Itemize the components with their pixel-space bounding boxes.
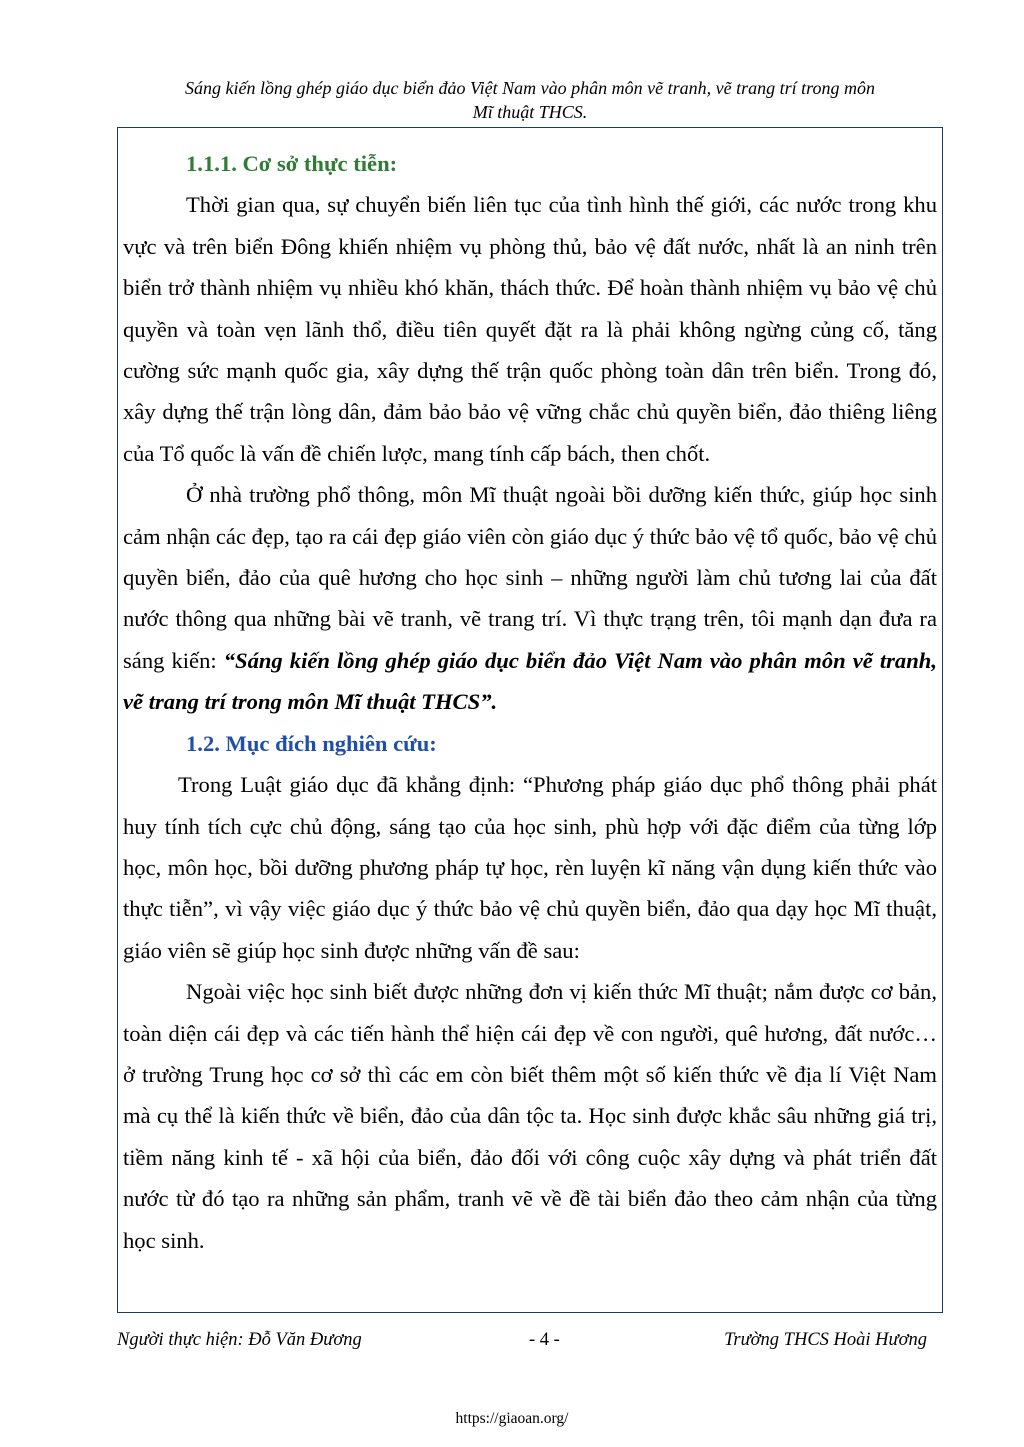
- initiative-title: “Sáng kiến lồng ghép giáo dục biển đảo Việt Nam vào phân môn vẽ tranh, vẽ trang trí trong môn Mĩ thuật THCS”.: [123, 647, 937, 715]
- paragraph-research-purpose-2: Ngoài việc học sinh biết được những đơn vị kiến thức Mĩ thuật; nắm được cơ bản, toàn diện cái đẹp và các tiến hành thể hiện cái đẹp về con người, quê hương, đất nước… ở trường Trung học cơ sở thì các em còn biết thêm một số kiến thức về địa lí Việt Nam mà cụ thể là kiến thức về biển, đảo của dân tộc ta. Học sinh được khắc sâu những giá trị, tiềm năng kinh tế - xã hội của biển, đảo đối với công cuộc xây dựng và phát triển đất nước từ đó tạo ra những sản phẩm, tranh vẽ về đề tài biển đảo theo cảm nhận của từng học sinh.: [123, 979, 937, 1253]
- footer-page-number: - 4 -: [529, 1330, 560, 1350]
- section-heading-research-purpose: 1.2. Mục đích nghiên cứu:: [186, 730, 437, 756]
- source-url: https://giaoan.org/: [455, 1410, 569, 1427]
- header-line-1: Sáng kiến lồng ghép giáo dục biển đảo Việt Nam vào phân môn vẽ tranh, vẽ trang trí trong môn: [185, 78, 875, 98]
- paragraph-research-purpose-1: Trong Luật giáo dục đã khẳng định: “Phương pháp giáo dục phổ thông phải phát huy tính tích cực chủ động, sáng tạo của học sinh, phù hợp với đặc điểm của từng lớp học, môn học, bồi dưỡng phương pháp tự học, rèn luyện kĩ năng vận dụng kiến thức vào thực tiễn”, vì vậy việc giáo dục ý thức bảo vệ chủ quyền biển, đảo qua dạy học Mĩ thuật, giáo viên sẽ giúp học sinh được những vấn đề sau:: [123, 772, 937, 963]
- section-heading-practical-basis: 1.1.1. Cơ sở thực tiễn:: [186, 151, 398, 176]
- paragraph-practical-basis-2-text: Ở nhà trường phổ thông, môn Mĩ thuật ngoài bồi dưỡng kiến thức, giúp học sinh cảm nhận các đẹp, tạo ra cái đẹp giáo viên còn giáo dục ý thức bảo vệ tổ quốc, bảo vệ chủ quyền biển, đảo của quê hương cho học sinh – những người làm chủ tương lai của đất nước thông qua những bài vẽ tranh, vẽ trang trí. Vì thực trạng trên, tôi mạnh dạn đưa ra sáng kiến:: [123, 482, 937, 673]
- footer-school: Trường THCS Hoài Hương: [724, 1330, 927, 1350]
- footer-author: Người thực hiện: Đỗ Văn Đương: [117, 1330, 362, 1350]
- page-footer: [117, 1330, 943, 1358]
- paragraph-practical-basis-1: Thời gian qua, sự chuyển biến liên tục của tình hình thế giới, các nước trong khu vực và trên biển Đông khiến nhiệm vụ phòng thủ, bảo vệ đất nước, nhất là an ninh trên biển trở thành nhiệm vụ nhiều khó khăn, thách thức. Để hoàn thành nhiệm vụ bảo vệ chủ quyền và toàn vẹn lãnh thổ, điều tiên quyết đặt ra là phải không ngừng củng cố, tăng cường sức mạnh quốc gia, xây dựng thế trận quốc phòng toàn dân trên biển. Trong đó, xây dựng thế trận lòng dân, đảm bảo bảo vệ vững chắc chủ quyền biển, đảo thiêng liêng của Tổ quốc là vấn đề chiến lược, mang tính cấp bách, then chốt.: [123, 192, 937, 466]
- paragraph-practical-basis-2: [123, 474, 937, 722]
- header-line-2: Mĩ thuật THCS.: [472, 102, 588, 122]
- document-body: [123, 143, 937, 1261]
- page-header: [110, 76, 950, 124]
